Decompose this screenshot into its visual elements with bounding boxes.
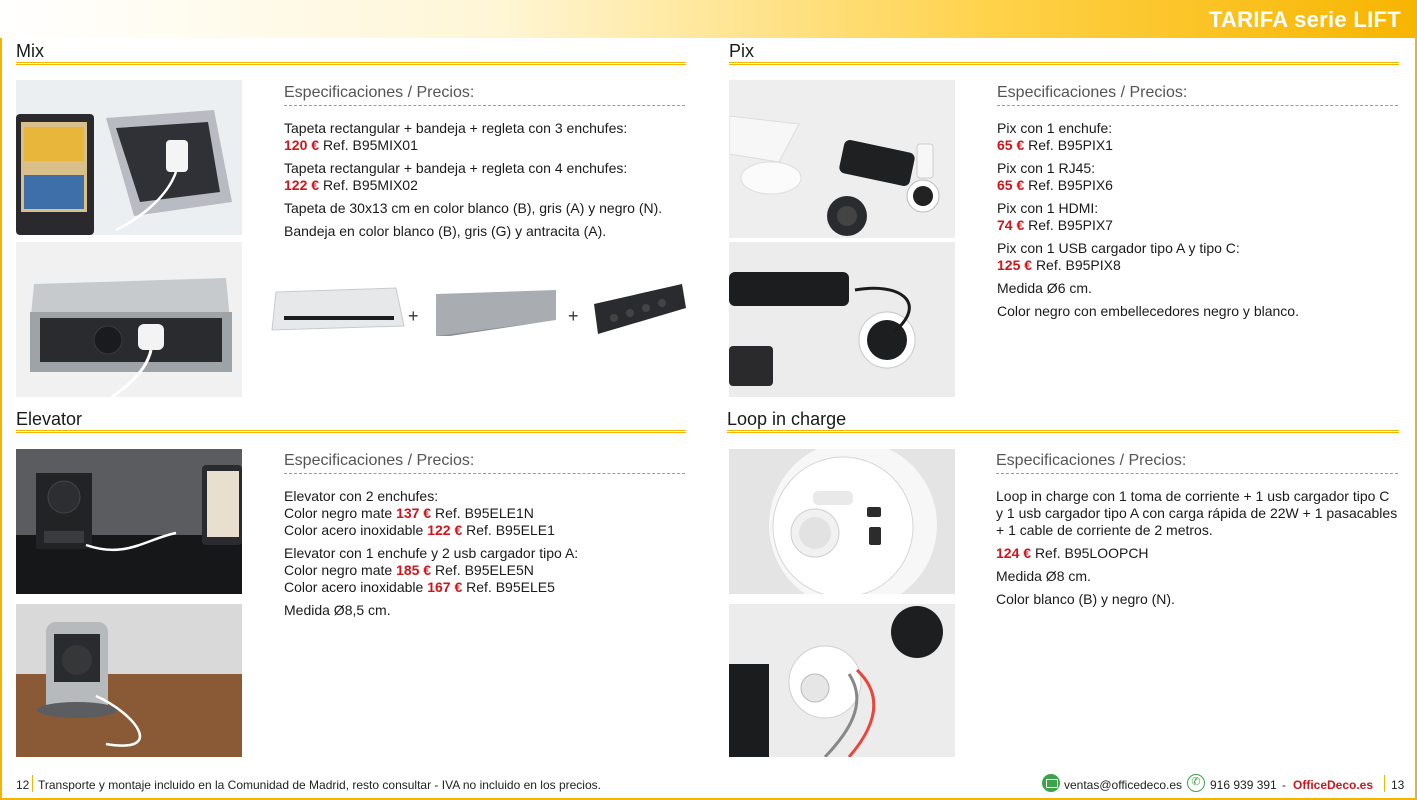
spec-item: [997, 200, 1398, 234]
loop-spec-body: [996, 488, 1399, 614]
spec-item: [284, 160, 685, 194]
price: 125 €: [997, 257, 1033, 273]
reference: Ref. B95MIX02: [322, 177, 418, 193]
mix-components: [270, 282, 690, 344]
spec-item: [997, 240, 1398, 274]
footer-dash: -: [1282, 778, 1286, 792]
reference: Ref. B95PIX7: [1028, 217, 1113, 233]
spec-note: Medida Ø8 cm.: [996, 568, 1091, 584]
footer-note: Transporte y montaje incluido en la Comunidad de Madrid, resto consultar - IVA no incluido en los precios.: [38, 778, 601, 792]
price: 167 €: [427, 579, 463, 595]
spec-note: Tapeta de 30x13 cm en color blanco (B), gris (A) y negro (N).: [284, 200, 663, 216]
spec-note: Color blanco (B) y negro (N).: [996, 591, 1175, 607]
header-banner: [0, 0, 1417, 38]
section-rule: [729, 62, 1399, 65]
variant-label: Color negro mate: [284, 505, 393, 521]
mix-photo-closeup: [16, 242, 242, 397]
loop-spec-heading: Especificaciones / Precios:: [996, 452, 1398, 474]
reference: Ref. B95PIX6: [1028, 177, 1113, 193]
price: 74 €: [997, 217, 1025, 233]
variant-label: Color acero inoxidable: [284, 522, 424, 538]
spec-item: [997, 160, 1398, 194]
section-rule: [727, 430, 1399, 433]
page-number-left: 12: [16, 778, 30, 792]
page-number-right: 13: [1391, 778, 1405, 792]
spec-item: [997, 120, 1398, 154]
reference: Ref. B95PIX8: [1035, 257, 1121, 273]
price: 65 €: [997, 177, 1025, 193]
phone-icon: ✆: [1187, 774, 1205, 792]
variant-label: Color negro mate: [284, 562, 393, 578]
footer-email[interactable]: ventas@officedeco.es: [1064, 778, 1183, 792]
pix-photo-phone: [729, 242, 955, 397]
item-text: Pix con 1 HDMI:: [997, 200, 1099, 216]
spec-note: Medida Ø8,5 cm.: [284, 602, 391, 618]
reference: Ref. B95MIX01: [322, 137, 418, 153]
spec-note: Color negro con embellecedores negro y blanco.: [997, 303, 1299, 319]
reference: Ref. B95ELE5N: [435, 562, 534, 578]
section-rule: [16, 62, 686, 65]
mix-spec-heading: Especificaciones / Precios:: [284, 84, 685, 106]
plus-sign: +: [568, 306, 579, 326]
section-title-loop: Loop in charge: [727, 409, 847, 429]
pix-spec-body: [997, 120, 1398, 326]
price: 185 €: [396, 562, 432, 578]
price: 122 €: [427, 522, 463, 538]
loop-photo-desk: [729, 604, 955, 757]
footer-brand[interactable]: OfficeDeco.es: [1293, 778, 1374, 792]
pix-photo-desk: [729, 80, 955, 238]
section-rule: [16, 430, 686, 433]
reference: Ref. B95PIX1: [1028, 137, 1113, 153]
reference: Ref. B95ELE5: [466, 579, 555, 595]
plus-sign: +: [408, 306, 419, 326]
elevator-photo-steel: [16, 604, 242, 757]
spec-group: [284, 488, 685, 539]
page-footer: [0, 770, 1417, 800]
mix-photo-tablet: [16, 80, 242, 235]
price: 124 €: [996, 545, 1032, 561]
item-text: Tapeta rectangular + bandeja + regleta con 4 enchufes:: [284, 160, 628, 176]
page-title: TARIFA serie LIFT: [1208, 7, 1401, 32]
reference: Ref. B95ELE1N: [435, 505, 534, 521]
footer-separator: [1384, 775, 1385, 792]
price: 137 €: [396, 505, 432, 521]
elevator-photo-black: [16, 449, 242, 594]
spec-note: Bandeja en color blanco (B), gris (G) y antracita (A).: [284, 223, 607, 239]
price: 120 €: [284, 137, 320, 153]
price: 122 €: [284, 177, 320, 193]
elevator-spec-heading: Especificaciones / Precios:: [284, 452, 685, 474]
mix-spec-body: [284, 120, 685, 246]
spec-item: [996, 545, 1399, 562]
spec-group: [284, 545, 685, 596]
loop-photo-top: [729, 449, 955, 594]
reference: Ref. B95ELE1: [466, 522, 555, 538]
footer-separator: [32, 775, 33, 792]
spec-note: Medida Ø6 cm.: [997, 280, 1092, 296]
section-title-pix: Pix: [729, 41, 755, 61]
elevator-spec-body: [284, 488, 685, 625]
price: 65 €: [997, 137, 1025, 153]
reference: Ref. B95LOOPCH: [1034, 545, 1149, 561]
variant-label: Color acero inoxidable: [284, 579, 424, 595]
loop-description: Loop in charge con 1 toma de corriente + 1 usb cargador tipo C y 1 usb cargador tipo A con carga rápida de 22W + 1 pasacables + 1 cable de corriente de 2 metros.: [996, 488, 1398, 538]
item-text: Tapeta rectangular + bandeja + regleta con 3 enchufes:: [284, 120, 628, 136]
footer-phone[interactable]: 916 939 391: [1210, 778, 1277, 792]
pix-spec-heading: Especificaciones / Precios:: [997, 84, 1398, 106]
group-title: Elevator con 1 enchufe y 2 usb cargador tipo A:: [284, 545, 579, 561]
group-title: Elevator con 2 enchufes:: [284, 488, 439, 504]
spec-item: [284, 120, 685, 154]
item-text: Pix con 1 USB cargador tipo A y tipo C:: [997, 240, 1240, 256]
item-text: Pix con 1 RJ45:: [997, 160, 1096, 176]
email-icon: [1042, 774, 1060, 792]
item-text: Pix con 1 enchufe:: [997, 120, 1113, 136]
section-title-mix: Mix: [16, 41, 44, 61]
section-title-elevator: Elevator: [16, 409, 83, 429]
